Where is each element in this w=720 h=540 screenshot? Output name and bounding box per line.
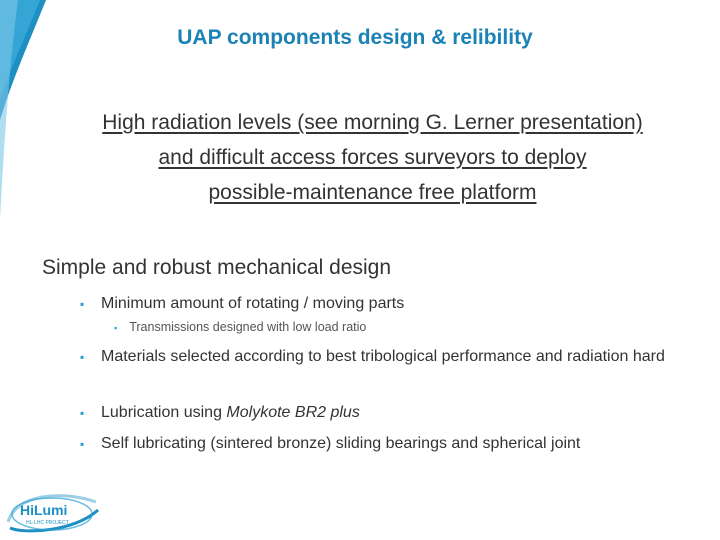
bullet-marker-icon: ▪: [80, 406, 85, 420]
intro-paragraph: [50, 105, 695, 210]
bullet-marker-icon: ▪: [80, 437, 85, 451]
intro-line-1: High radiation levels (see morning G. Lerner presentation): [102, 111, 643, 134]
bullet-text-lubrication: [101, 400, 705, 426]
sub-bullet-marker-icon: ▪: [114, 323, 118, 333]
bullet-item: [80, 291, 705, 317]
slide-title: UAP components design & relibility: [177, 26, 533, 49]
intro-line-2: and difficult access forces surveyors to deploy: [158, 146, 587, 169]
bullet-text: Minimum amount of rotating / moving parts: [101, 295, 405, 312]
bullet-item: [80, 344, 705, 370]
logo-subtitle: HL-LHC PROJECT: [26, 520, 69, 526]
bullet-item: [80, 431, 705, 457]
bullet-marker-icon: ▪: [80, 350, 85, 364]
sub-bullet-item: [114, 320, 366, 334]
bullet-text-part: Lubrication using: [101, 404, 227, 421]
bullet-marker-icon: ▪: [80, 297, 85, 311]
hilumi-logo: [4, 488, 102, 536]
sub-bullet-text: Transmissions designed with low load ratio: [129, 320, 367, 334]
intro-line-3: possible-maintenance free platform: [208, 181, 537, 204]
bullet-item: [80, 400, 705, 426]
bullet-text: Materials selected according to best tribological performance and radiation hard: [101, 348, 665, 365]
product-name: Molykote BR2 plus: [226, 404, 360, 421]
bullet-text: Self lubricating (sintered bronze) sliding bearings and spherical joint: [101, 435, 581, 452]
section-heading: Simple and robust mechanical design: [42, 256, 392, 279]
logo-name: HiLumi: [20, 502, 68, 518]
